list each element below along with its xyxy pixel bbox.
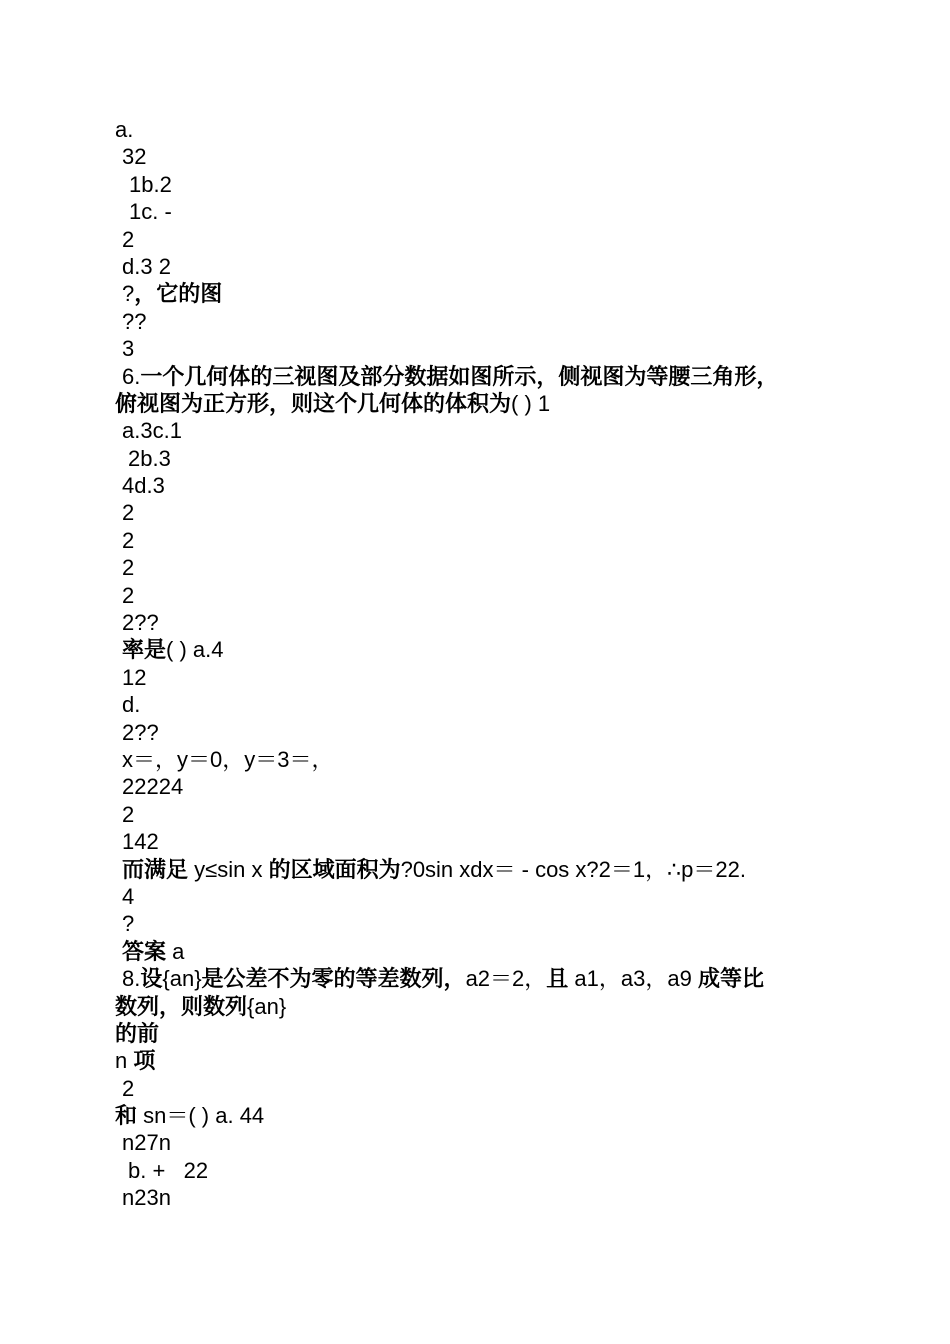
plain-text: 2 [122,527,135,553]
plain-text: ?? [122,308,147,334]
text-line [115,609,835,636]
bold-text: 且 [546,966,569,992]
plain-text: 2?? [122,610,159,636]
plain-text: 142 [122,829,159,855]
text-line [115,993,835,1020]
bold-text: 的前 [115,1020,160,1046]
plain-text: b. + 22 [128,1157,209,1183]
plain-text: y≤sin x [188,856,269,882]
plain-text: a. [115,117,134,142]
text-line [115,1157,835,1184]
text-line [115,554,835,581]
plain-text: {an} [247,993,287,1019]
plain-text: ? [122,911,135,937]
text-line [115,253,835,280]
text-line [115,363,835,390]
plain-text: a2＝2， [465,966,547,992]
plain-text: n23n [122,1185,171,1211]
text-line [115,801,835,828]
text-line [115,280,835,307]
bold-text: 数列，则数列 [115,993,248,1019]
bold-text: 率是 [122,637,167,663]
plain-text: d.3 2 [122,253,171,279]
plain-text: 2 [122,582,135,608]
plain-text: 2?? [122,719,159,745]
text-line [115,582,835,609]
plain-text: n27n [122,1130,171,1156]
plain-text: ? [122,281,135,307]
text-line [115,116,835,143]
plain-text: a.3c.1 [122,418,182,444]
plain-text: 3 [122,336,135,362]
bold-text: 成等比 [697,966,764,992]
plain-text: x＝，y＝0，y＝3＝， [122,746,334,772]
text-line [115,1047,835,1074]
plain-text: 4 [122,883,135,909]
document-body [115,116,835,1212]
plain-text: sn＝( ) a. 44 [137,1103,265,1129]
text-line [115,499,835,526]
text-line [115,1075,835,1102]
plain-text: n [115,1048,134,1074]
plain-text: 1b.2 [129,171,172,197]
text-line [115,527,835,554]
text-line [115,198,835,225]
text-line [115,472,835,499]
plain-text: 6. [122,363,141,389]
bold-text: 答案 [122,938,167,964]
plain-text: 8. [122,966,141,992]
text-line [115,335,835,362]
plain-text: a1，a3，a9 [568,966,698,992]
text-line [115,226,835,253]
text-line [115,1184,835,1211]
text-line [115,691,835,718]
text-line [115,856,835,883]
text-line [115,938,835,965]
bold-text: 的区域面积为 [268,856,401,882]
plain-text: 1c. - [129,199,172,225]
text-line [115,746,835,773]
text-line [115,445,835,472]
bold-text: 是公差不为零的等差数列， [201,966,466,992]
text-line [115,1020,835,1047]
plain-text: 32 [122,144,147,170]
plain-text: 2 [122,1075,135,1101]
text-line [115,308,835,335]
text-line [115,390,835,417]
bold-text: 而满足 [122,856,189,882]
bold-text: 设 [140,966,163,992]
text-line [115,883,835,910]
plain-text: 2b.3 [128,445,171,471]
text-line [115,910,835,937]
text-line [115,143,835,170]
bold-text: 一个几何体的三视图及部分数据如图所示，侧视图为等腰三角形， [140,363,779,389]
plain-text: 2 [122,226,135,252]
text-line [115,171,835,198]
text-line [115,828,835,855]
text-line [115,417,835,444]
text-line [115,965,835,992]
plain-text: ?0sin xdx＝ - cos x?2＝1，∴p＝22. [400,856,746,882]
text-line [115,1129,835,1156]
plain-text: {an} [162,966,202,992]
plain-text: 12 [122,664,147,690]
bold-text: 和 [115,1103,138,1129]
plain-text: ( ) a.4 [166,637,224,663]
text-line [115,636,835,663]
plain-text: 2 [122,555,135,581]
bold-text: 俯视图为正方形，则这个几何体的体积为 [115,390,512,416]
plain-text: 22224 [122,774,184,800]
plain-text: a [166,938,185,964]
plain-text: 2 [122,500,135,526]
plain-text: d. [122,692,141,718]
text-line [115,719,835,746]
text-line [115,664,835,691]
plain-text: 4d.3 [122,473,165,499]
text-line [115,1102,835,1129]
plain-text: ( ) 1 [511,390,551,416]
plain-text: 2 [122,801,135,827]
text-line [115,773,835,800]
bold-text: ，它的图 [134,281,223,307]
bold-text: 项 [133,1048,156,1074]
